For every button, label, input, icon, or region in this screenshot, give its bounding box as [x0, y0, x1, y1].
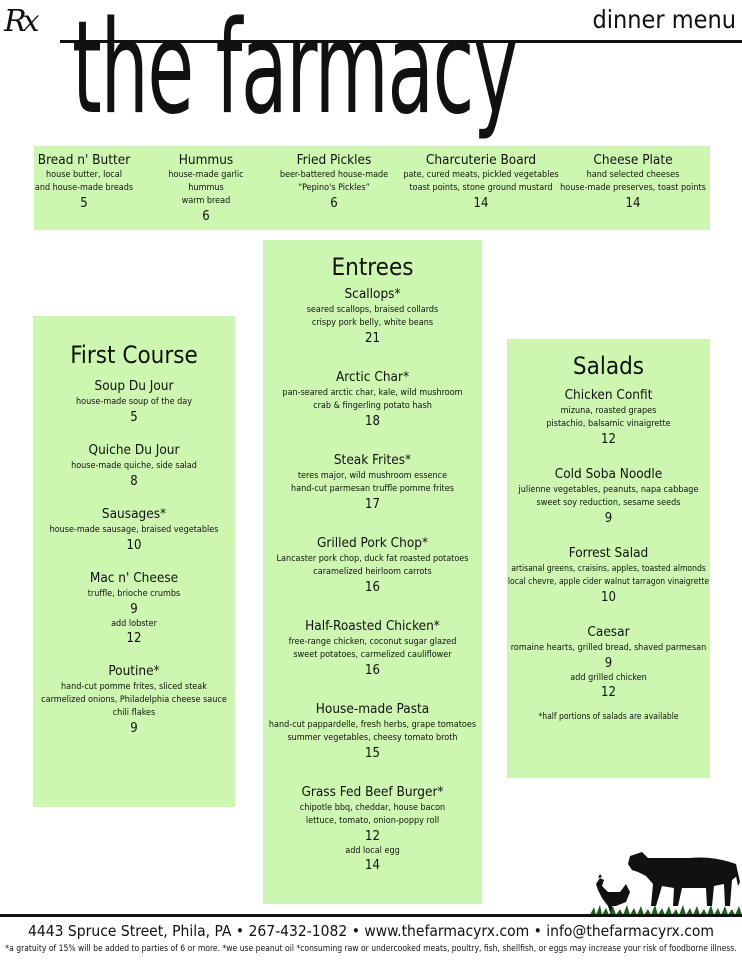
rx-logo: Rx [4, 4, 36, 39]
item-addon: add local egg [345, 846, 400, 856]
item-price: 15 [365, 746, 380, 761]
item-description: artisanal greens, craisins, apples, toasted almonds [511, 564, 706, 574]
item-description: pan-seared arctic char, kale, wild mushroom [282, 388, 463, 398]
item-description: hand-cut parmesan truffle pomme frites [291, 484, 454, 494]
appetizer-item [402, 152, 560, 212]
item-price: 9 [130, 602, 138, 617]
appetizer-item [274, 152, 394, 212]
item-name: Scallops* [344, 286, 401, 302]
menu-item [507, 624, 710, 701]
menu-item [507, 387, 710, 448]
half-portion-note: *half portions of salads are available [538, 712, 679, 722]
item-name: Half-Roasted Chicken* [305, 618, 440, 634]
item-description: seared scallops, braised collards [306, 305, 439, 315]
item-name: Forrest Salad [568, 545, 649, 561]
item-name: Caesar [587, 624, 630, 640]
item-price: 6 [202, 209, 210, 224]
item-name: Hummus [178, 152, 234, 168]
section-title: Salads [572, 352, 645, 380]
menu-item [33, 663, 235, 737]
item-price: 17 [365, 497, 380, 512]
menu-item [507, 466, 710, 527]
item-addon-price: 12 [126, 631, 142, 646]
item-description: lettuce, tomato, onion-poppy roll [305, 816, 440, 826]
first-course-panel [33, 316, 235, 807]
menu-item [507, 545, 710, 606]
item-description: house butter, local [46, 170, 122, 180]
item-price: 14 [625, 196, 641, 211]
item-price: 10 [126, 538, 142, 553]
appetizer-item [150, 152, 262, 225]
item-name: Grass Fed Beef Burger* [301, 784, 444, 800]
item-price: 8 [130, 474, 138, 489]
item-description: house-made garlic hummus [168, 170, 244, 193]
item-description: and house-made breads [34, 183, 134, 193]
item-description: “Pepino's Pickles” [298, 183, 370, 193]
menu-item [263, 452, 482, 513]
menu-item [33, 442, 235, 490]
menu-item [263, 535, 482, 596]
item-price: 9 [604, 511, 613, 526]
item-name: Grilled Pork Chop* [316, 535, 429, 551]
item-name: Charcuterie Board [425, 152, 537, 168]
item-description: caramelized heirloom carrots [313, 567, 432, 577]
item-name: Poutine* [108, 663, 160, 679]
item-description: free-range chicken, coconut sugar glazed [288, 637, 457, 647]
item-description: chili flakes [112, 708, 156, 718]
cow-icon [628, 852, 740, 906]
item-description: julienne vegetables, peanuts, napa cabbage [518, 485, 699, 495]
item-price: 16 [365, 663, 380, 678]
menu-item [263, 286, 482, 347]
item-addon-price: 14 [365, 858, 380, 873]
menu-item [33, 378, 235, 426]
item-description: pistachio, balsamic vinaigrette [546, 419, 671, 429]
menu-item [263, 618, 482, 679]
item-description: hand-cut pomme frites, sliced steak [61, 682, 207, 692]
item-name: Fried Pickles [296, 152, 372, 168]
item-description: summer vegetables, cheesy tomato broth [287, 733, 458, 743]
item-price: 14 [473, 196, 489, 211]
footer-divider [0, 914, 742, 917]
entrees-panel [263, 240, 482, 904]
item-description: crab & fingerling potato hash [313, 401, 432, 411]
disclaimer: *a gratuity of 15% will be added to parties of 6 or more. *we use peanut oil *consuming raw or undercooked meats, poultry, fish, shellfish, or eggs may increase your risk of foodborne illness. [5, 944, 737, 954]
menu-item [263, 701, 482, 762]
item-description: hand selected cheeses [586, 170, 680, 180]
item-price: 12 [365, 829, 380, 844]
menu-item [263, 369, 482, 430]
item-price: 6 [330, 196, 338, 211]
salads-panel [507, 339, 710, 778]
item-description: chipotle bbq, cheddar, house bacon [299, 803, 446, 813]
item-name: Cold Soba Noodle [554, 466, 663, 482]
item-description: house-made soup of the day [75, 397, 193, 407]
item-price: 5 [80, 196, 88, 211]
item-name: Chicken Confit [564, 387, 653, 403]
item-description: warm bread [181, 196, 231, 206]
appetizer-item [560, 152, 706, 212]
appetizer-panel [34, 146, 710, 230]
item-price: 9 [604, 656, 613, 671]
section-title: First Course [70, 341, 198, 369]
contact-line: 4443 Spruce Street, Phila, PA • 267-432-1082 • www.thefarmacyrx.com • info@thefarmacyrx.com [28, 922, 714, 940]
item-name: Mac n' Cheese [89, 570, 179, 586]
item-name: Cheese Plate [593, 152, 673, 168]
item-description: house-made preserves, toast points [560, 183, 706, 193]
item-price: 16 [365, 580, 380, 595]
item-addon: add grilled chicken [570, 673, 647, 683]
item-name: House-made Pasta [315, 701, 430, 717]
item-description: teres major, wild mushroom essence [297, 471, 448, 481]
section-title: Entrees [331, 253, 414, 281]
item-description: sweet potatoes, carmelized cauliflower [293, 650, 452, 660]
item-name: Sausages* [101, 506, 167, 522]
restaurant-logo-title: the farmacy [72, 0, 517, 143]
item-description: house-made quiche, side salad [71, 461, 197, 471]
item-description: hand-cut pappardelle, fresh herbs, grape tomatoes [268, 720, 477, 730]
item-addon: add lobster [111, 619, 157, 629]
item-price: 5 [130, 410, 138, 425]
item-name: Arctic Char* [335, 369, 410, 385]
item-description: house-made sausage, braised vegetables [49, 525, 219, 535]
appetizer-item [34, 152, 134, 212]
item-description: carmelized onions, Philadelphia cheese sauce [41, 695, 227, 705]
menu-item [33, 506, 235, 554]
item-name: Bread n' Butter [37, 152, 131, 168]
menu-item [263, 784, 482, 874]
menu-item [33, 570, 235, 647]
item-description: Lancaster pork chop, duck fat roasted potatoes [276, 554, 469, 564]
item-price: 10 [601, 590, 616, 605]
item-price: 18 [365, 414, 380, 429]
item-price: 21 [365, 331, 380, 346]
item-name: Steak Frites* [333, 452, 412, 468]
item-description: sweet soy reduction, sesame seeds [536, 498, 681, 508]
item-name: Soup Du Jour [94, 378, 174, 394]
item-description: beer-battered house-made [279, 170, 389, 180]
item-description: mizuna, roasted grapes [560, 406, 657, 416]
menu-type-label: dinner menu [592, 5, 736, 34]
item-description: romaine hearts, grilled bread, shaved parmesan [510, 643, 707, 653]
item-description: local chevre, apple cider walnut tarragon vinaigrette [507, 577, 710, 587]
item-addon-price: 12 [601, 685, 616, 700]
item-description: crispy pork belly, white beans [311, 318, 434, 328]
item-name: Quiche Du Jour [88, 442, 180, 458]
item-description: pate, cured meats, pickled vegetables [403, 170, 559, 180]
item-price: 12 [601, 432, 616, 447]
item-description: toast points, stone ground mustard [409, 183, 553, 193]
item-description: truffle, brioche crumbs [87, 589, 181, 599]
item-price: 9 [130, 721, 138, 736]
